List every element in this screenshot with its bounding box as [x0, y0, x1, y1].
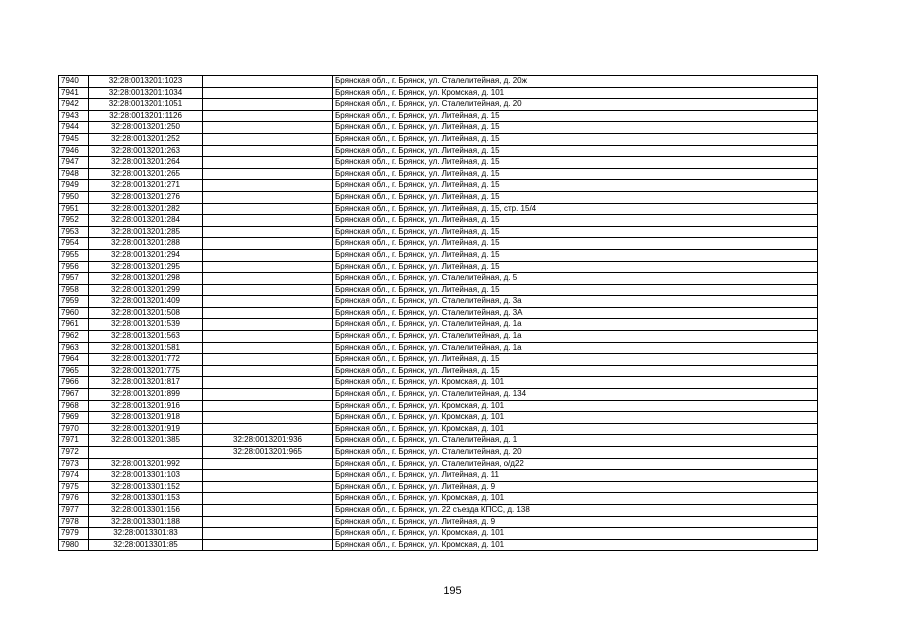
- table-row: [59, 412, 818, 424]
- row-number: 7970: [59, 423, 89, 435]
- table-row: [59, 261, 818, 273]
- linked-cadastral-number: [203, 238, 333, 250]
- address: Брянская обл., г. Брянск, ул. Литейная, д. 15: [333, 249, 818, 261]
- linked-cadastral-number: [203, 215, 333, 227]
- cadastral-number: 32:28:0013201:294: [89, 249, 203, 261]
- cadastral-number: 32:28:0013201:252: [89, 133, 203, 145]
- linked-cadastral-number: [203, 99, 333, 111]
- address: Брянская обл., г. Брянск, ул. Литейная, д. 15: [333, 157, 818, 169]
- table-row: [59, 307, 818, 319]
- table-row: [59, 493, 818, 505]
- address: Брянская обл., г. Брянск, ул. Кромская, д. 101: [333, 423, 818, 435]
- table-row: [59, 400, 818, 412]
- address: Брянская обл., г. Брянск, ул. Литейная, д. 9: [333, 516, 818, 528]
- linked-cadastral-number: [203, 389, 333, 401]
- table-row: [59, 447, 818, 459]
- row-number: 7976: [59, 493, 89, 505]
- address: Брянская обл., г. Брянск, ул. Кромская, д. 101: [333, 377, 818, 389]
- cadastral-number: 32:28:0013201:250: [89, 122, 203, 134]
- linked-cadastral-number: [203, 400, 333, 412]
- linked-cadastral-number: [203, 539, 333, 551]
- cadastral-number: 32:28:0013201:775: [89, 365, 203, 377]
- cadastral-number: 32:28:0013201:264: [89, 157, 203, 169]
- row-number: 7940: [59, 76, 89, 88]
- address: Брянская обл., г. Брянск, ул. Сталелитейная, д. 1а: [333, 342, 818, 354]
- row-number: 7951: [59, 203, 89, 215]
- linked-cadastral-number: [203, 145, 333, 157]
- row-number: 7945: [59, 133, 89, 145]
- table-row: [59, 516, 818, 528]
- row-number: 7956: [59, 261, 89, 273]
- cadastral-number: [89, 447, 203, 459]
- row-number: 7954: [59, 238, 89, 250]
- table-row: [59, 226, 818, 238]
- row-number: 7977: [59, 504, 89, 516]
- row-number: 7946: [59, 145, 89, 157]
- linked-cadastral-number: [203, 528, 333, 540]
- cadastral-number: 32:28:0013201:288: [89, 238, 203, 250]
- address: Брянская обл., г. Брянск, ул. Литейная, д. 15: [333, 215, 818, 227]
- address: Брянская обл., г. Брянск, ул. Литейная, д. 15: [333, 238, 818, 250]
- row-number: 7947: [59, 157, 89, 169]
- table-row: [59, 435, 818, 447]
- table-row: [59, 319, 818, 331]
- linked-cadastral-number: [203, 458, 333, 470]
- table-row: [59, 365, 818, 377]
- table-row: [59, 273, 818, 285]
- address: Брянская обл., г. Брянск, ул. Сталелитейная, д. 3А: [333, 307, 818, 319]
- linked-cadastral-number: [203, 481, 333, 493]
- address: Брянская обл., г. Брянск, ул. Литейная, д. 15: [333, 226, 818, 238]
- address: Брянская обл., г. Брянск, ул. Литейная, д. 15, стр. 15/4: [333, 203, 818, 215]
- row-number: 7969: [59, 412, 89, 424]
- address: Брянская обл., г. Брянск, ул. Кромская, д. 101: [333, 539, 818, 551]
- cadastral-number: 32:28:0013201:409: [89, 296, 203, 308]
- row-number: 7959: [59, 296, 89, 308]
- row-number: 7975: [59, 481, 89, 493]
- address: Брянская обл., г. Брянск, ул. Литейная, д. 15: [333, 122, 818, 134]
- row-number: 7967: [59, 389, 89, 401]
- table-row: [59, 76, 818, 88]
- table-row: [59, 481, 818, 493]
- table-row: [59, 157, 818, 169]
- address: Брянская обл., г. Брянск, ул. Литейная, д. 15: [333, 354, 818, 366]
- cadastral-number: 32:28:0013201:539: [89, 319, 203, 331]
- cadastral-number: 32:28:0013301:153: [89, 493, 203, 505]
- cadastral-number: 32:28:0013301:152: [89, 481, 203, 493]
- table-row: [59, 249, 818, 261]
- address: Брянская обл., г. Брянск, ул. Литейная, д. 9: [333, 481, 818, 493]
- address: Брянская обл., г. Брянск, ул. Кромская, д. 101: [333, 528, 818, 540]
- cadastral-number: 32:28:0013201:772: [89, 354, 203, 366]
- table-row: [59, 331, 818, 343]
- address: Брянская обл., г. Брянск, ул. Кромская, д. 101: [333, 412, 818, 424]
- row-number: 7972: [59, 447, 89, 459]
- table-row: [59, 145, 818, 157]
- table-row: [59, 423, 818, 435]
- row-number: 7941: [59, 87, 89, 99]
- cadastral-number: 32:28:0013201:276: [89, 191, 203, 203]
- cadastral-number: 32:28:0013201:285: [89, 226, 203, 238]
- linked-cadastral-number: [203, 122, 333, 134]
- linked-cadastral-number: [203, 470, 333, 482]
- cadastral-number: 32:28:0013201:508: [89, 307, 203, 319]
- table-row: [59, 470, 818, 482]
- cadastral-number: 32:28:0013301:103: [89, 470, 203, 482]
- table-row: [59, 99, 818, 111]
- linked-cadastral-number: [203, 319, 333, 331]
- row-number: 7963: [59, 342, 89, 354]
- row-number: 7960: [59, 307, 89, 319]
- row-number: 7965: [59, 365, 89, 377]
- table-row: [59, 342, 818, 354]
- row-number: 7958: [59, 284, 89, 296]
- address: Брянская обл., г. Брянск, ул. Сталелитейная, д. 3а: [333, 296, 818, 308]
- table-row: [59, 87, 818, 99]
- linked-cadastral-number: [203, 504, 333, 516]
- page-number: 195: [443, 585, 462, 597]
- table-row: [59, 377, 818, 389]
- table-row: [59, 110, 818, 122]
- cadastral-number: 32:28:0013301:188: [89, 516, 203, 528]
- table-row: [59, 203, 818, 215]
- address: Брянская обл., г. Брянск, ул. Литейная, д. 15: [333, 180, 818, 192]
- row-number: 7973: [59, 458, 89, 470]
- table-row: [59, 133, 818, 145]
- cadastral-number: 32:28:0013201:299: [89, 284, 203, 296]
- address: Брянская обл., г. Брянск, ул. Литейная, д. 15: [333, 191, 818, 203]
- linked-cadastral-number: [203, 284, 333, 296]
- row-number: 7980: [59, 539, 89, 551]
- row-number: 7955: [59, 249, 89, 261]
- address: Брянская обл., г. Брянск, ул. Литейная, д. 15: [333, 133, 818, 145]
- cadastral-number: 32:28:0013201:295: [89, 261, 203, 273]
- row-number: 7943: [59, 110, 89, 122]
- address: Брянская обл., г. Брянск, ул. Сталелитейная, д. 5: [333, 273, 818, 285]
- table-row: [59, 539, 818, 551]
- linked-cadastral-number: [203, 365, 333, 377]
- row-number: 7948: [59, 168, 89, 180]
- address: Брянская обл., г. Брянск, ул. Литейная, д. 15: [333, 261, 818, 273]
- cadastral-number: 32:28:0013301:85: [89, 539, 203, 551]
- address: Брянская обл., г. Брянск, ул. Литейная, д. 11: [333, 470, 818, 482]
- table-row: [59, 389, 818, 401]
- row-number: 7978: [59, 516, 89, 528]
- cadastral-number: 32:28:0013301:83: [89, 528, 203, 540]
- table-row: [59, 458, 818, 470]
- address: Брянская обл., г. Брянск, ул. Сталелитейная, д. 134: [333, 389, 818, 401]
- cadastral-number: 32:28:0013201:581: [89, 342, 203, 354]
- row-number: 7962: [59, 331, 89, 343]
- row-number: 7974: [59, 470, 89, 482]
- cadastral-number: 32:28:0013201:918: [89, 412, 203, 424]
- table-row: [59, 354, 818, 366]
- linked-cadastral-number: [203, 76, 333, 88]
- cadastral-number: 32:28:0013201:385: [89, 435, 203, 447]
- linked-cadastral-number: [203, 249, 333, 261]
- row-number: 7944: [59, 122, 89, 134]
- cadastral-number: 32:28:0013201:1034: [89, 87, 203, 99]
- address: Брянская обл., г. Брянск, ул. Литейная, д. 15: [333, 110, 818, 122]
- table-row: [59, 528, 818, 540]
- address: Брянская обл., г. Брянск, ул. Сталелитейная, д. 1: [333, 435, 818, 447]
- address: Брянская обл., г. Брянск, ул. Сталелитейная, д. 1а: [333, 319, 818, 331]
- row-number: 7950: [59, 191, 89, 203]
- cadastral-number: 32:28:0013201:1023: [89, 76, 203, 88]
- cadastral-number: 32:28:0013201:263: [89, 145, 203, 157]
- cadastral-number: 32:28:0013201:992: [89, 458, 203, 470]
- linked-cadastral-number: [203, 168, 333, 180]
- address: Брянская обл., г. Брянск, ул. Сталелитейная, о/д22: [333, 458, 818, 470]
- row-number: 7961: [59, 319, 89, 331]
- address: Брянская обл., г. Брянск, ул. Сталелитейная, д. 20: [333, 99, 818, 111]
- linked-cadastral-number: [203, 423, 333, 435]
- table-row: [59, 284, 818, 296]
- cadastral-number: 32:28:0013201:284: [89, 215, 203, 227]
- cadastral-number: 32:28:0013201:271: [89, 180, 203, 192]
- linked-cadastral-number: [203, 203, 333, 215]
- cadastral-number: 32:28:0013201:1051: [89, 99, 203, 111]
- row-number: 7953: [59, 226, 89, 238]
- address: Брянская обл., г. Брянск, ул. Кромская, д. 101: [333, 87, 818, 99]
- row-number: 7949: [59, 180, 89, 192]
- table-row: [59, 191, 818, 203]
- address: Брянская обл., г. Брянск, ул. Литейная, д. 15: [333, 145, 818, 157]
- table-row: [59, 180, 818, 192]
- address: Брянская обл., г. Брянск, ул. 22 съезда КПСС, д. 138: [333, 504, 818, 516]
- table-row: [59, 238, 818, 250]
- table-row: [59, 215, 818, 227]
- linked-cadastral-number: [203, 516, 333, 528]
- linked-cadastral-number: [203, 273, 333, 285]
- linked-cadastral-number: [203, 331, 333, 343]
- address: Брянская обл., г. Брянск, ул. Сталелитейная, д. 20ж: [333, 76, 818, 88]
- linked-cadastral-number: [203, 110, 333, 122]
- cadastral-number: 32:28:0013201:899: [89, 389, 203, 401]
- linked-cadastral-number: [203, 342, 333, 354]
- table-row: [59, 504, 818, 516]
- linked-cadastral-number: 32:28:0013201:965: [203, 447, 333, 459]
- table-row: [59, 168, 818, 180]
- linked-cadastral-number: [203, 261, 333, 273]
- cadastral-number: 32:28:0013201:817: [89, 377, 203, 389]
- linked-cadastral-number: [203, 307, 333, 319]
- cadastral-number: 32:28:0013201:265: [89, 168, 203, 180]
- cadastral-number: 32:28:0013201:919: [89, 423, 203, 435]
- linked-cadastral-number: [203, 296, 333, 308]
- linked-cadastral-number: [203, 180, 333, 192]
- row-number: 7966: [59, 377, 89, 389]
- linked-cadastral-number: [203, 133, 333, 145]
- linked-cadastral-number: [203, 157, 333, 169]
- linked-cadastral-number: [203, 412, 333, 424]
- cadastral-number: 32:28:0013201:298: [89, 273, 203, 285]
- linked-cadastral-number: [203, 191, 333, 203]
- linked-cadastral-number: [203, 226, 333, 238]
- cadastral-number: 32:28:0013301:156: [89, 504, 203, 516]
- table-row: [59, 296, 818, 308]
- table-row: [59, 122, 818, 134]
- registry-table: [58, 75, 818, 551]
- address: Брянская обл., г. Брянск, ул. Литейная, д. 15: [333, 365, 818, 377]
- cadastral-number: 32:28:0013201:563: [89, 331, 203, 343]
- linked-cadastral-number: [203, 354, 333, 366]
- address: Брянская обл., г. Брянск, ул. Сталелитейная, д. 1а: [333, 331, 818, 343]
- cadastral-number: 32:28:0013201:282: [89, 203, 203, 215]
- cadastral-number: 32:28:0013201:916: [89, 400, 203, 412]
- row-number: 7957: [59, 273, 89, 285]
- address: Брянская обл., г. Брянск, ул. Литейная, д. 15: [333, 284, 818, 296]
- registry-table-body: [59, 76, 818, 551]
- linked-cadastral-number: [203, 493, 333, 505]
- address: Брянская обл., г. Брянск, ул. Сталелитейная, д. 20: [333, 447, 818, 459]
- linked-cadastral-number: 32:28:0013201:936: [203, 435, 333, 447]
- row-number: 7952: [59, 215, 89, 227]
- row-number: 7968: [59, 400, 89, 412]
- linked-cadastral-number: [203, 377, 333, 389]
- row-number: 7942: [59, 99, 89, 111]
- linked-cadastral-number: [203, 87, 333, 99]
- row-number: 7979: [59, 528, 89, 540]
- address: Брянская обл., г. Брянск, ул. Кромская, д. 101: [333, 493, 818, 505]
- row-number: 7964: [59, 354, 89, 366]
- row-number: 7971: [59, 435, 89, 447]
- cadastral-number: 32:28:0013201:1126: [89, 110, 203, 122]
- address: Брянская обл., г. Брянск, ул. Литейная, д. 15: [333, 168, 818, 180]
- address: Брянская обл., г. Брянск, ул. Кромская, д. 101: [333, 400, 818, 412]
